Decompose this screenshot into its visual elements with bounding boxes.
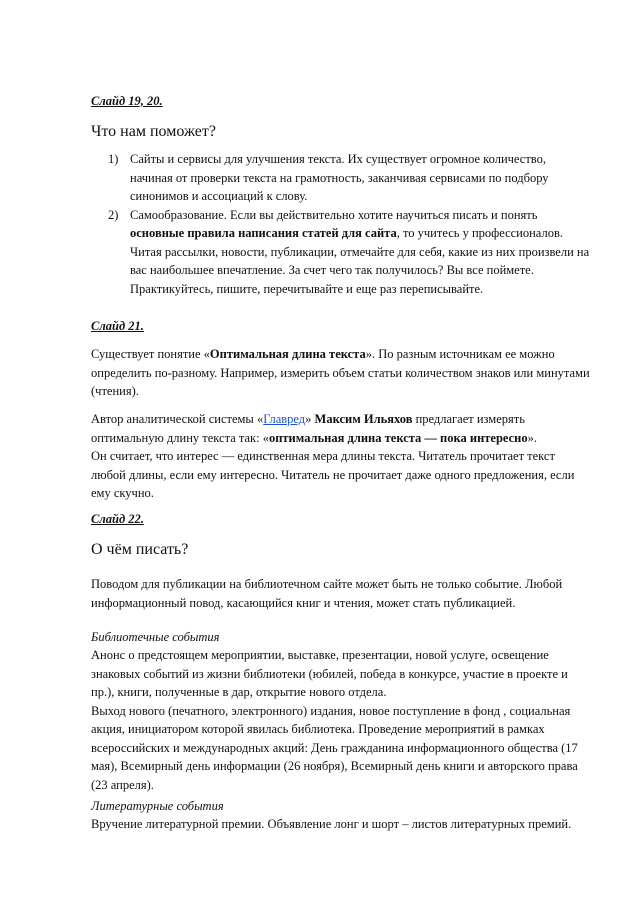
- paragraph-library-events: [91, 646, 591, 794]
- text: Он считает, что интерес — единственная мера длины текста. Читатель прочитает текст любой длины, если ему интересно. Читатель не прочитает даже одного предложения, если ему скучно.: [91, 449, 575, 500]
- paragraph-optimal-length: [91, 345, 591, 401]
- text: »: [305, 412, 315, 426]
- paragraph-author: [91, 410, 591, 503]
- heading-what-to-write: О чём писать?: [91, 541, 189, 558]
- paragraph-literary-events: Вручение литературной премии. Объявление лонг и шорт – листов литературных премий.: [91, 817, 572, 831]
- list-item-text-after: , то учитесь у профессионалов. Читая рассылки, новости, публикации, отмечайте для себя, какие из них произвели на вас наибольшее впечатление. За счет чего так получилось? Вы все поймете. Практикуйтесь, пишите, перечитывайте и еще раз переписывайте.: [130, 226, 590, 296]
- slide-label-22: Слайд 22.: [91, 512, 144, 526]
- text: ».: [527, 430, 538, 445]
- bold-text: Оптимальная длина текста: [209, 347, 366, 361]
- list-item-bold: основные правила написания статей для сайта: [130, 226, 397, 240]
- text: Автор аналитической системы «: [91, 412, 264, 426]
- subheading-library-events: Библиотечные события: [91, 630, 220, 644]
- text: Выход нового (печатного, электронного) издания, новое поступление в фонд , социальная акция, инициатором которой явилась библиотека. Проведение мероприятий в рамках всероссийских и международных акций: День гражданина информационного общества (17 мая), Всемирный день информации (26 ноября), Всемирный день книги и авторского права (23 апреля).: [91, 703, 578, 792]
- text: ». По разным источникам ее можно определить по-разному. Например, измерить объем статьи количеством знаков или минутами (чтения).: [91, 347, 590, 398]
- text: Существует понятие «: [91, 347, 210, 361]
- help-list: [91, 150, 591, 298]
- subheading-literary-events: Литературные события: [91, 799, 224, 813]
- bold-quote: оптимальная длина текста — пока интересно: [268, 430, 528, 445]
- list-item: [91, 206, 591, 299]
- list-item: [91, 150, 591, 206]
- list-number: 2): [108, 207, 119, 222]
- glavred-link[interactable]: Главред: [263, 412, 306, 426]
- heading-what-helps: Что нам поможет?: [91, 123, 216, 140]
- list-number: 1): [108, 152, 119, 166]
- list-item-text-before: Самообразование. Если вы действительно хотите научиться писать и понять: [130, 207, 538, 222]
- author-name: Максим Ильяхов: [314, 412, 413, 426]
- list-item-text: Сайты и сервисы для улучшения текста. Их существует огромное количество, начиная от проверки текста на грамотность, заканчивая сервисами по подбору синонимов и ассоциаций к слову.: [130, 152, 549, 203]
- text: предлагает измерять оптимальную длину текста так: «: [91, 412, 525, 445]
- slide-label-21: Слайд 21.: [91, 319, 144, 333]
- text: Анонс о предстоящем мероприятии, выставке, презентации, новой услуге, освещение знаковых событий из жизни библиотеки (юбилей, победа в конкурсе, участие в проекте и пр.), книги, полученные в дар, открытие нового отдела.: [91, 648, 568, 699]
- slide-label-19-20: Слайд 19, 20.: [91, 94, 163, 108]
- paragraph-intro: Поводом для публикации на библиотечном сайте может быть не только событие. Любой информационный повод, касающийся книг и чтения, может стать публикацией.: [91, 577, 563, 610]
